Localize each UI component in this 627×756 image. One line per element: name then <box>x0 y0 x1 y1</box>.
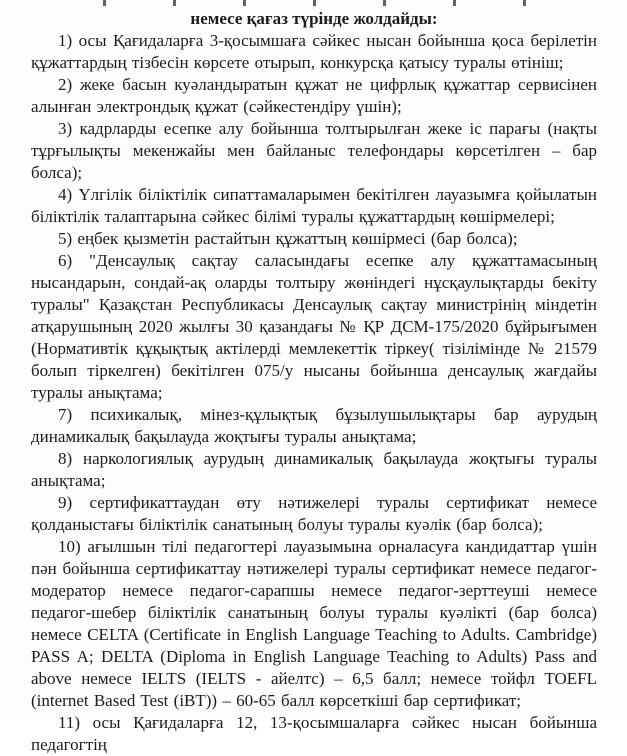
list-item-1: 1) осы Қағидаларға 3-қосымшаға сәйкес нысан бойынша қоса берілетін құжаттардың тізбесін көрсете отырып, конкурсқа қатысу туралы өтініш; <box>31 31 597 72</box>
list-item-5: 5) еңбек қызметін растайтын құжаттың көшірмесі (бар болса); <box>58 229 518 248</box>
list-item-2: 2) жеке басын куәландыратын құжат не цифрлық құжаттар сервисінен алынған электрондық құжат (сәйкестендіру үшін); <box>31 75 597 116</box>
list-item-4: 4) Үлгілік біліктілік сипаттамаларымен бекітілген лауазымға қойылатын біліктілік талаптарына сәйкес білімі туралы құжаттардың көшірмелері; <box>31 185 597 226</box>
list-item-11: 11) осы Қағидаларға 12, 13-қосымшаларға сәйкес нысан бойынша педагогтің <box>31 713 597 754</box>
list-item-7: 7) психикалық, мінез-құлықтық бұзылушылықтары бар аурудың динамикалық бақылауда жоқтығы туралы анықтама; <box>31 405 597 446</box>
list-item-9: 9) сертификаттаудан өту нәтижелері туралы сертификат немесе қолданыстағы біліктілік санатының болуы туралы куәлік (бар болса); <box>31 493 597 534</box>
list-item-10: 10) ағылшын тілі педагогтері лауазымына орналасуға кандидаттар үшін пән бойынша сертификаттау нәтижелері туралы сертификат немесе педагог-модератор немесе педагог-сарапшы немесе педагог-зерттеуші немесе педагог-шебер біліктілік санатының болуы туралы куәлікті (бар болса) немесе CELTA (Certificate in English Language Teaching to Adults. Cambridge) PASS A; DELTA (Diploma in English Language Teaching to Adults) Pass and above немесе IELTS (IELTS - айелтс) – 6,5 балл; немесе тойфл TOEFL (internet Based Test (iBT)) – 60-65 балл көрсеткіші бар сертификат; <box>31 537 597 710</box>
list-item-3: 3) кадрларды есепке алу бойынша толтырылған жеке іс парағы (нақты тұрғылықты мекенжайы мен байланыс телефондары көрсетілген – бар болса); <box>31 119 597 182</box>
list-item-8: 8) наркологиялық аурудың динамикалық бақылауда жоқтығы туралы анықтама; <box>31 449 597 490</box>
section-heading: немесе қағаз түрінде жолдайды: <box>190 9 438 28</box>
list-item-6: 6) "Денсаулық сақтау саласындағы есепке алу құжаттамасының нысандарын, сондай-ақ оларды толтыру жөніндегі нұсқаулықтарды бекіту туралы" Қазақстан Республикасы Денсаулық сақтау министрінің міндетін атқарушының 2020 жылғы 30 қазандағы № ҚР ДСМ-175/2020 бұйрығымен (Нормативтік құқықтық актілерді мемлекеттік тіркеу( тізілімінде № 21579 болып тіркелген) бекітілген 075/у нысаны бойынша денсаулық жағдайы туралы анықтама; <box>31 251 597 402</box>
clipped-previous-line-remnants <box>41 0 593 6</box>
